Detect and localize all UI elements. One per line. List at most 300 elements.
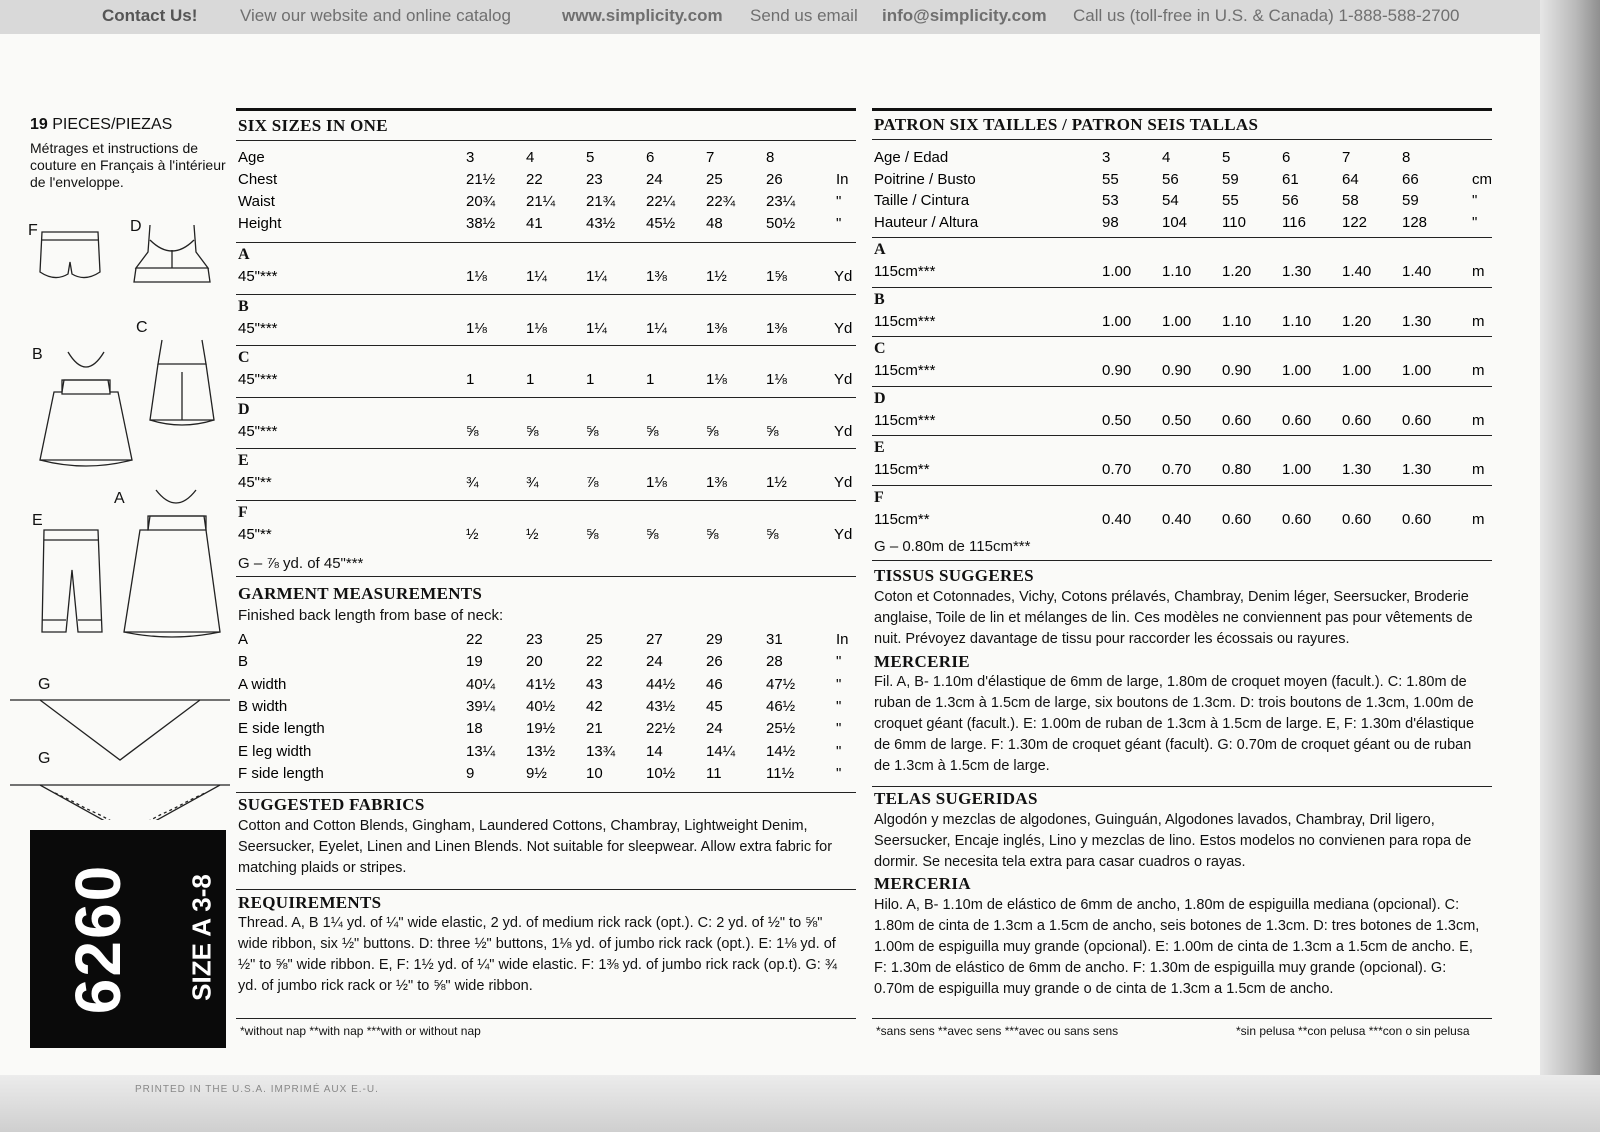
en-garm-value: 19 xyxy=(466,653,483,671)
fr-body-value: 7 xyxy=(1342,149,1351,166)
en-yard-value: 1¼ xyxy=(586,268,607,285)
en-yard-value: ⅝ xyxy=(646,525,659,543)
en-garm-label: A xyxy=(238,631,249,648)
en-yard-unit: Yd xyxy=(834,474,853,491)
view-letter-g2: G xyxy=(38,750,51,767)
en-yard-row xyxy=(238,526,858,546)
view-letter-d: D xyxy=(130,218,142,235)
fr-yard-value: 1.10 xyxy=(1162,263,1192,280)
en-body-value: 21¼ xyxy=(526,193,556,210)
fr-yard-value: 1.00 xyxy=(1162,312,1192,330)
en-garm-unit: " xyxy=(836,742,842,760)
view-letter-g1: G xyxy=(38,676,51,693)
fr-yard-value: 0.90 xyxy=(1222,362,1252,379)
en-yard-value: 1 xyxy=(466,371,475,388)
printed-notice: PRINTED IN THE U.S.A. IMPRIMÉ AUX E.-U. xyxy=(135,1084,379,1095)
garment-illustrations xyxy=(0,0,240,820)
telas-text: Algodón y mezclas de algodones, Guinguán, Algodones lavados, Chambray, Dril ligero, Seersucker, Encaje inglés, Lino y mezclas de lino. Estos modelos no convienen para ropa de dormir. Se necesita tela extra para casar cuadros o rayas. xyxy=(874,812,1472,870)
fr-body-value: 53 xyxy=(1102,192,1119,209)
en-body-value: 7 xyxy=(706,149,715,166)
fr-yard-value: 1.20 xyxy=(1222,263,1252,280)
fr-yard-value: 0.60 xyxy=(1282,411,1312,429)
en-garm-value: 9½ xyxy=(526,764,547,782)
fr-yard-value: 0.70 xyxy=(1162,461,1192,478)
en-garm-label: B width xyxy=(238,697,288,715)
fr-body-value: 66 xyxy=(1402,170,1419,188)
en-yard-value: ⅝ xyxy=(646,422,659,440)
view-letter-a: A xyxy=(114,490,125,507)
en-yard-value: ⅝ xyxy=(586,525,599,543)
fr-yard-rule xyxy=(872,435,1492,436)
english-footnote: *without nap **with nap ***with or without nap xyxy=(240,1024,481,1038)
fr-yard-fabric: 115cm** xyxy=(874,510,930,528)
en-body-value: 21½ xyxy=(466,171,496,188)
fr-yard-value: 0.90 xyxy=(1102,362,1132,379)
fr-yard-unit: m xyxy=(1472,461,1485,478)
fr-body-unit: " xyxy=(1472,213,1478,231)
fr-yard-rule xyxy=(872,336,1492,337)
fr-body-value: 56 xyxy=(1282,192,1299,209)
en-yard-fabric: 45"*** xyxy=(238,371,278,388)
en-yard-view: B xyxy=(238,297,249,315)
en-garm-value: 40¼ xyxy=(466,675,496,693)
fr-yard-unit: m xyxy=(1472,510,1485,528)
fr-yard-value: 1.30 xyxy=(1342,461,1372,478)
en-garm-value: 18 xyxy=(466,720,483,738)
fr-yard-rule xyxy=(872,287,1492,288)
telas-title: TELAS SUGERIDAS xyxy=(874,789,1038,808)
en-yard-value: ⅝ xyxy=(586,422,599,440)
fr-body-row xyxy=(874,192,1494,214)
fr-yard-view: A xyxy=(874,241,886,258)
fr-yard-value: 1.10 xyxy=(1282,312,1312,330)
mercerie-text: Fil. A, B- 1.10m d'élastique de 6mm de large, 1.80m de croquet moyen (facult.). C: 1.80m de ruban de 1.3cm à 1.5cm de large, six boutons de 1.3cm. D: trois boutons de 1.3cm, 1.00m de croquet géant (facult.). E: 1.00m de ruban de 1.3cm à 1.5cm de large. E, F: 1.30m d'élastique de 6mm de large. F: 1.30m de croquet géant (facult). G: 0.70m de croquet géant ou de ruban de 1.3cm à 1.5cm de large. xyxy=(874,674,1475,774)
view-a-dress-drawing xyxy=(124,490,220,637)
en-yard-row xyxy=(238,268,858,288)
en-yard-row xyxy=(238,320,858,340)
en-garm-unit: In xyxy=(836,631,849,648)
en-yard-view: C xyxy=(238,349,250,366)
fr-yard-row xyxy=(874,263,1494,283)
en-yard-value: ⅝ xyxy=(706,525,719,543)
fr-yard-value: 0.60 xyxy=(1342,510,1372,528)
en-garm-value: 9 xyxy=(466,764,475,782)
en-garm-unit: " xyxy=(836,697,842,715)
en-yard-rule xyxy=(236,500,856,501)
fr-body-unit: cm xyxy=(1472,170,1492,188)
en-garm-row xyxy=(238,720,858,742)
en-yard-value: ⅞ xyxy=(586,474,599,491)
fr-yard-unit: m xyxy=(1472,362,1485,379)
en-garm-value: 13¾ xyxy=(586,742,616,760)
fr-body-value: 55 xyxy=(1222,192,1239,209)
pieces-label: PIECES/PIEZAS xyxy=(52,116,173,133)
fr-yard-row xyxy=(874,362,1494,382)
requirements-text: Thread. A, B 1¼ yd. of ¼" wide elastic, 2 yd. of medium rick rack (opt.). C: 2 yd. of ½" to ⅝" wide ribbon, six ½" buttons. D: three ½" buttons, 1⅛ yd. of jumbo rick rack (opt.). E: 1⅛ yd. of ½" to ⅝" wide ribbon. E, F: 1½ yd. of ¼" wide elastic. F: 1⅜ yd. of jumbo rick rack (op.t). G: ¾ yd. of jumbo rick rack or ½" to ⅝" wide ribbon. xyxy=(238,915,837,994)
en-garm-value: 25½ xyxy=(766,720,796,738)
fr-yard-value: 0.80 xyxy=(1222,461,1252,478)
email-link[interactable]: info@simplicity.com xyxy=(882,6,1047,25)
en-yard-value: 1½ xyxy=(766,474,787,491)
en-garm-row xyxy=(238,631,858,653)
en-garm-value: 11 xyxy=(706,764,722,782)
en-yard-value: 1⅛ xyxy=(466,268,487,285)
fr-yard-value: 1.30 xyxy=(1402,312,1432,330)
fr-yard-value: 0.60 xyxy=(1402,411,1432,429)
en-body-value: 38½ xyxy=(466,215,496,232)
fr-yard-rule xyxy=(872,485,1492,486)
en-garm-value: 43 xyxy=(586,675,603,693)
en-body-unit: " xyxy=(836,193,842,210)
en-yard-value: 1¼ xyxy=(586,319,607,337)
fr-body-value: 59 xyxy=(1402,192,1419,209)
view-b-dress-drawing xyxy=(40,352,132,466)
en-garm-value: 46½ xyxy=(766,697,796,715)
en-body-value: 22¼ xyxy=(646,193,676,210)
en-garm-row xyxy=(238,698,858,720)
fr-yard-view: B xyxy=(874,290,885,308)
fr-body-value: 61 xyxy=(1282,170,1299,188)
en-yard-value: 1⅜ xyxy=(706,474,727,491)
en-garm-unit: " xyxy=(836,675,842,693)
en-yard-value: 1⅛ xyxy=(766,371,787,388)
fr-yard-value: 0.90 xyxy=(1162,362,1192,379)
en-garm-row xyxy=(238,676,858,698)
en-garm-row xyxy=(238,743,858,765)
english-title: SIX SIZES IN ONE xyxy=(238,116,388,135)
en-yard-rule xyxy=(236,294,856,295)
fr-yard-unit: m xyxy=(1472,411,1485,429)
en-garm-label: F side length xyxy=(238,764,324,782)
en-yard-rule xyxy=(236,345,856,346)
en-yard-unit: Yd xyxy=(834,319,853,337)
en-garm-value: 43½ xyxy=(646,697,676,715)
en-body-unit: " xyxy=(836,215,842,232)
en-garm-value: 46 xyxy=(706,675,723,693)
fr-body-row xyxy=(874,214,1494,236)
garment-measurements-subtitle: Finished back length from base of neck: xyxy=(238,607,504,624)
en-yard-value: 1 xyxy=(646,371,655,388)
fr-yard-unit: m xyxy=(1472,263,1485,280)
en-garm-value: 13¼ xyxy=(466,742,496,760)
fr-yard-view: C xyxy=(874,340,886,357)
view-letter-f: F xyxy=(28,222,38,239)
fr-yard-value: 1.30 xyxy=(1402,461,1432,478)
en-body-value: 6 xyxy=(646,149,655,166)
view-d-top-drawing xyxy=(134,225,210,282)
en-garm-value: 13½ xyxy=(526,742,556,760)
fr-yard-unit: m xyxy=(1472,312,1485,330)
view-f-shorts-drawing xyxy=(40,232,100,278)
fr-yard-view: E xyxy=(874,439,885,456)
view-e-pants-drawing xyxy=(42,530,102,632)
view-c-top-drawing xyxy=(150,340,214,425)
fr-yard-value: 0.60 xyxy=(1222,510,1252,528)
en-garm-label: A width xyxy=(238,675,287,693)
en-yard-view: D xyxy=(238,400,250,418)
en-yard-value: ½ xyxy=(466,525,479,543)
english-top-rule xyxy=(236,108,856,111)
fr-yard-value: 1.00 xyxy=(1102,263,1132,280)
fr-yard-value: 1.20 xyxy=(1342,312,1372,330)
en-body-row xyxy=(238,171,858,193)
en-yard-unit: Yd xyxy=(834,371,853,388)
fr-body-label: Age / Edad xyxy=(874,149,949,166)
merceria-title: MERCERIA xyxy=(874,874,971,893)
en-garm-value: 47½ xyxy=(766,675,796,693)
merceria-text: Hilo. A, B- 1.10m de elástico de 6mm de ancho, 1.80m de espiguilla mediana (opcional). C: 1.80m de cinta de 1.3cm a 1.5cm de ancho, seis botones de 1.3cm. D: tres botones de 1.3cm, 1.00m de espiguilla muy grande (opcional). E: 1.00m de cinta de 1.3cm a 1.5cm de ancho. E, F: 1.30m de elástico de 6mm de ancho. F: 1.30m de espiguilla muy grande (opcional). G: 0.70m de espiguilla muy grande o de cinta de 1.3cm a 1.5cm de ancho. xyxy=(874,897,1480,997)
en-garm-value: 40½ xyxy=(526,697,556,715)
tissus-title: TISSUS SUGGERES xyxy=(874,566,1034,585)
en-body-label: Chest xyxy=(238,171,278,188)
en-yard-fabric: 45"*** xyxy=(238,422,278,440)
en-garm-value: 41½ xyxy=(526,675,556,693)
en-yard-fabric: 45"*** xyxy=(238,319,278,337)
en-yard-value: 1⅜ xyxy=(706,319,727,337)
en-garm-value: 21 xyxy=(586,720,603,738)
en-body-value: 43½ xyxy=(586,215,616,232)
en-body-value: 21¾ xyxy=(586,193,616,210)
fr-body-value: 5 xyxy=(1222,149,1231,166)
en-body-value: 50½ xyxy=(766,215,796,232)
en-yard-value: 1 xyxy=(526,371,535,388)
french-instructions-note: Métrages et instructions de couture en Français à l'intérieur de l'enveloppe. xyxy=(30,140,226,190)
en-garm-label: E side length xyxy=(238,720,325,738)
fr-yard-value: 0.50 xyxy=(1162,411,1192,429)
en-body-value: 25 xyxy=(706,171,723,188)
fr-body-row xyxy=(874,149,1494,171)
en-garm-value: 25 xyxy=(586,631,603,648)
en-yard-value: 1 xyxy=(586,371,595,388)
en-yard-value: 1⅝ xyxy=(766,268,787,285)
fr-yard-row xyxy=(874,511,1494,531)
fr-yard-value: 1.10 xyxy=(1222,312,1252,330)
english-rule-garment xyxy=(236,576,856,577)
pattern-badge xyxy=(30,830,226,1048)
en-yard-unit: Yd xyxy=(834,268,853,285)
en-garm-value: 22 xyxy=(586,653,603,671)
fr-yard-fabric: 115cm*** xyxy=(874,263,936,280)
en-body-value: 26 xyxy=(766,171,783,188)
en-body-label: Height xyxy=(238,215,282,232)
en-yard-value: ⅝ xyxy=(526,422,539,440)
fr-body-value: 3 xyxy=(1102,149,1111,166)
en-yard-view: F xyxy=(238,503,249,521)
fr-yard-row xyxy=(874,461,1494,481)
en-yard-value: ¾ xyxy=(466,474,479,491)
en-garm-row xyxy=(238,653,858,675)
en-garm-value: 22½ xyxy=(646,720,676,738)
en-garm-value: 24 xyxy=(646,653,663,671)
fr-yard-value: 1.00 xyxy=(1282,461,1312,478)
fr-yard-row xyxy=(874,412,1494,432)
french-title: PATRON SIX TAILLES / PATRON SEIS TALLAS xyxy=(874,115,1259,134)
fr-body-value: 104 xyxy=(1162,213,1188,231)
fr-body-value: 59 xyxy=(1222,170,1239,188)
en-body-label: Waist xyxy=(238,193,275,210)
en-yard-rule xyxy=(236,397,856,398)
en-yard-view: E xyxy=(238,452,249,469)
view-letter-e: E xyxy=(32,512,43,529)
fr-body-value: 4 xyxy=(1162,149,1171,166)
en-garm-value: 10 xyxy=(586,764,603,782)
en-garm-value: 27 xyxy=(646,631,663,648)
en-yard-rule xyxy=(236,242,856,243)
en-yard-value: 1¼ xyxy=(646,319,667,337)
french-title-rule xyxy=(872,139,1492,140)
french-rule-telas xyxy=(872,786,1492,787)
en-body-value: 45½ xyxy=(646,215,676,232)
french-footnote: *sans sens **avec sens ***avec ou sans sens xyxy=(876,1024,1119,1038)
view-letter-c: C xyxy=(136,319,148,336)
fr-body-unit: " xyxy=(1472,192,1478,209)
spanish-footnote: *sin pelusa **con pelusa ***con o sin pelusa xyxy=(1236,1024,1470,1038)
en-body-label: Age xyxy=(238,149,265,166)
fr-body-row xyxy=(874,171,1494,193)
en-body-row xyxy=(238,215,858,237)
fr-yard-value: 0.60 xyxy=(1342,411,1372,429)
en-garm-value: 29 xyxy=(706,631,723,648)
suggested-fabrics-title: SUGGESTED FABRICS xyxy=(238,795,425,814)
size-range: SIZE A 3-8 xyxy=(186,874,217,1001)
en-body-value: 3 xyxy=(466,149,475,166)
en-yard-value: 1⅜ xyxy=(766,319,787,337)
english-rule-requirements xyxy=(236,889,856,890)
en-garm-value: 28 xyxy=(766,653,783,671)
fr-body-value: 128 xyxy=(1402,213,1428,231)
en-yard-value: ¾ xyxy=(526,474,539,491)
en-garm-unit: " xyxy=(836,720,842,738)
en-body-row xyxy=(238,193,858,215)
envelope-fold-right xyxy=(1540,0,1600,1132)
mercerie-title: MERCERIE xyxy=(874,652,970,671)
en-yard-value: 1¼ xyxy=(526,268,547,285)
en-garm-value: 24 xyxy=(706,720,723,738)
en-yard-view: A xyxy=(238,246,250,263)
fr-yard-fabric: 115cm*** xyxy=(874,411,936,429)
en-yard-fabric: 45"** xyxy=(238,525,272,543)
en-garm-value: 14¼ xyxy=(706,742,736,760)
en-yard-value: 1⅜ xyxy=(646,268,667,285)
view-g-bandana-rickrack-drawing xyxy=(10,785,230,820)
en-garm-value: 23 xyxy=(526,631,543,648)
en-yard-fabric: 45"** xyxy=(238,474,272,491)
en-garm-value: 10½ xyxy=(646,764,676,782)
fr-body-value: 116 xyxy=(1282,213,1306,231)
fr-body-value: 6 xyxy=(1282,149,1291,166)
fr-body-label: Poitrine / Busto xyxy=(874,170,976,188)
requirements-title: REQUIREMENTS xyxy=(238,893,382,912)
en-body-value: 22 xyxy=(526,171,543,188)
en-body-value: 4 xyxy=(526,149,535,166)
fr-body-value: 8 xyxy=(1402,149,1411,166)
en-garm-value: 44½ xyxy=(646,675,676,693)
en-body-unit: In xyxy=(836,171,849,188)
en-garm-unit: " xyxy=(836,653,842,671)
fr-yard-value: 0.70 xyxy=(1102,461,1132,478)
fr-yard-value: 1.00 xyxy=(1102,312,1132,330)
fr-yard-value: 1.40 xyxy=(1342,263,1372,280)
fr-body-value: 54 xyxy=(1162,192,1179,209)
en-yard-value: ½ xyxy=(526,525,539,543)
en-garm-value: 39¼ xyxy=(466,697,496,715)
english-g-line: G – ⅞ yd. of 45"*** xyxy=(238,555,364,572)
fr-yard-view: D xyxy=(874,389,886,407)
en-garm-value: 45 xyxy=(706,697,723,715)
french-rule-tissus xyxy=(872,560,1492,561)
en-garm-value: 19½ xyxy=(526,720,556,738)
fr-yard-value: 0.40 xyxy=(1162,510,1192,528)
fr-yard-fabric: 115cm*** xyxy=(874,312,936,330)
fr-body-value: 56 xyxy=(1162,170,1179,188)
view-text: View our website and online catalog xyxy=(240,6,511,25)
en-yard-value: ⅝ xyxy=(706,422,719,440)
en-yard-value: 1½ xyxy=(706,268,727,285)
en-yard-value: ⅝ xyxy=(466,422,479,440)
french-top-rule xyxy=(872,108,1492,111)
english-rule-footnote xyxy=(236,1018,856,1019)
fr-yard-rule xyxy=(872,386,1492,387)
fr-body-value: 58 xyxy=(1342,192,1359,209)
fr-body-label: Hauteur / Altura xyxy=(874,213,979,231)
en-garm-value: 31 xyxy=(766,631,783,648)
fr-body-value: 110 xyxy=(1222,213,1246,231)
en-garm-value: 26 xyxy=(706,653,723,671)
fr-yard-value: 0.60 xyxy=(1402,510,1432,528)
fr-yard-value: 1.00 xyxy=(1282,362,1312,379)
fr-body-value: 64 xyxy=(1342,170,1359,188)
en-body-value: 41 xyxy=(526,215,543,232)
fr-body-value: 55 xyxy=(1102,170,1119,188)
en-yard-value: 1⅛ xyxy=(646,474,667,491)
fr-yard-value: 1.00 xyxy=(1402,362,1432,379)
en-yard-row xyxy=(238,474,858,494)
contact-heading: Contact Us! xyxy=(102,6,198,25)
fr-body-value: 98 xyxy=(1102,213,1119,231)
en-body-value: 23¼ xyxy=(766,193,796,210)
suggested-fabrics-text: Cotton and Cotton Blends, Gingham, Laundered Cottons, Chambray, Lightweight Denim, Seersucker, Eyelet, Linen and Linen Blends. Not suitable for sleepwear. Allow extra fabric for matching plaids or stripes. xyxy=(238,818,833,876)
en-garm-row xyxy=(238,765,858,787)
en-body-row xyxy=(238,149,858,171)
en-yard-value: 1⅛ xyxy=(706,371,727,388)
en-body-value: 20¾ xyxy=(466,193,496,210)
fr-yard-value: 0.60 xyxy=(1222,411,1252,429)
en-garm-value: 22 xyxy=(466,631,483,648)
en-body-value: 48 xyxy=(706,215,723,232)
view-letter-b: B xyxy=(32,346,43,363)
fr-body-value: 122 xyxy=(1342,213,1368,231)
french-g-line: G – 0.80m de 115cm*** xyxy=(874,538,1031,555)
en-yard-unit: Yd xyxy=(834,422,853,440)
contact-bar xyxy=(0,0,1600,34)
fr-body-label: Taille / Cintura xyxy=(874,192,970,209)
en-yard-row xyxy=(238,423,858,443)
en-garm-value: 20 xyxy=(526,653,543,671)
email-label: Send us email xyxy=(750,6,858,25)
en-yard-fabric: 45"*** xyxy=(238,268,278,285)
tissus-text: Coton et Cotonnades, Vichy, Cotons prélavés, Chambray, Denim léger, Seersucker, Broderie anglaise, Toile de lin et mélanges de lin. Ces modèles ne conviennent pas pour vêtements de nuit. Prévoyez davantage de tissu pour raccorder les écossais ou rayures. xyxy=(874,589,1473,647)
en-body-value: 22¾ xyxy=(706,193,736,210)
fr-yard-value: 0.60 xyxy=(1282,510,1312,528)
en-garm-label: E leg width xyxy=(238,742,312,760)
en-body-value: 8 xyxy=(766,149,775,166)
en-yard-row xyxy=(238,371,858,391)
pattern-number: 6260 xyxy=(62,863,134,1015)
en-yard-value: 1⅛ xyxy=(526,319,547,337)
fr-yard-view: F xyxy=(874,488,885,506)
website-link[interactable]: www.simplicity.com xyxy=(562,6,723,25)
french-rule-footnote xyxy=(872,1018,1492,1019)
